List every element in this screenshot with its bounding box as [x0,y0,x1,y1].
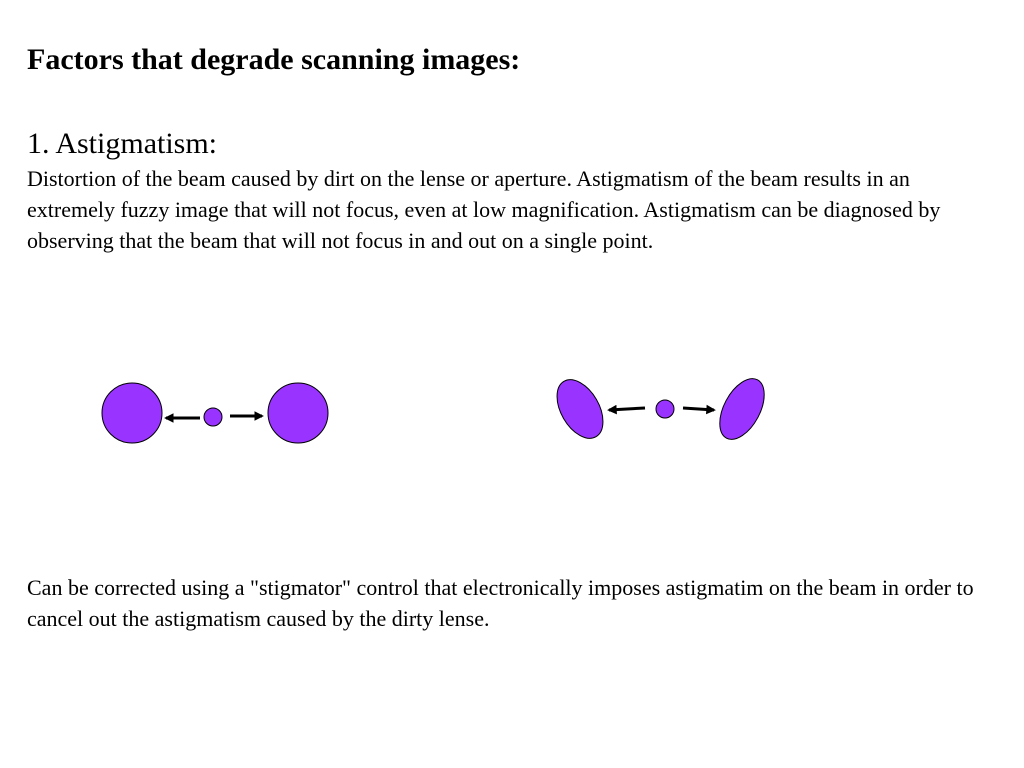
right-arrow-icon [683,408,714,410]
astigmatism-description: Distortion of the beam caused by dirt on the lense or aperture. Astigmatism of the beam results in an extremely fuzzy image that will not focus, even at low magnification. Astigmatism can be diagnosed by observing that the beam that will not focus in and out on a single point. [27,166,941,253]
section-heading-astigmatism: 1. Astigmatism: [27,127,218,160]
right-elongated-spot-icon [711,371,774,446]
left-arrow-icon [609,408,645,410]
astigmatism-diagram [0,360,1024,480]
left-elongated-spot-icon [548,372,613,446]
astigmatic-beam-panel [548,371,774,446]
stigmated-beam-panel [102,383,328,443]
left-round-spot-icon [102,383,162,443]
right-round-spot-icon [268,383,328,443]
center-focus-spot-icon [656,400,674,418]
stigmator-correction-note: Can be corrected using a "stigmator" control that electronically imposes astigmatim on the beam in order to cancel out the astigmatism caused by the dirty lense. [27,575,974,631]
slide-title: Factors that degrade scanning images: [27,43,521,76]
center-focus-spot-icon [204,408,222,426]
